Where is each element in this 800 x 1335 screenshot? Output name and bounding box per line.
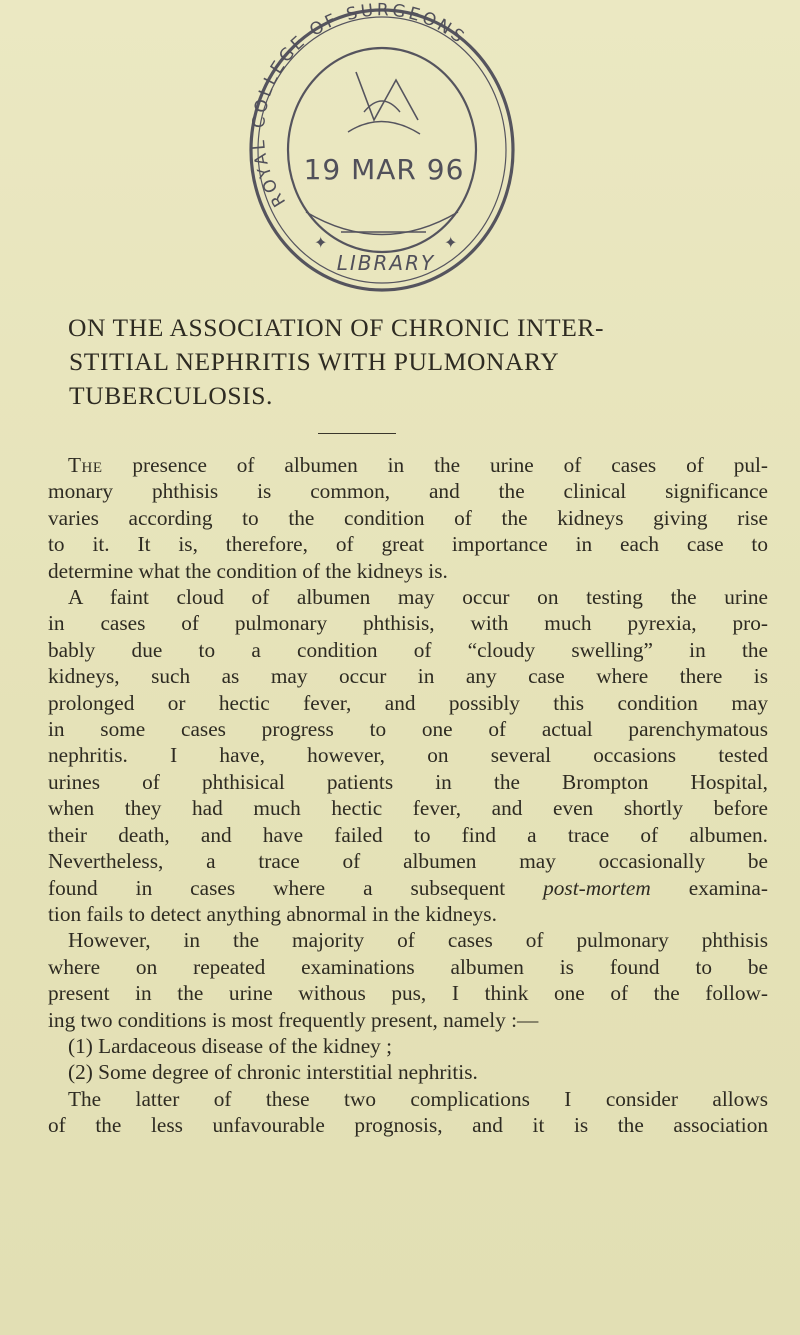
text-line: found in cases where a subsequent post-mortem examina- (48, 875, 768, 900)
text-line: Nevertheless, a trace of albumen may occasionally be (48, 849, 768, 874)
text-line: determine what the condition of the kidneys is. (48, 558, 448, 583)
text-line: nephritis. I have, however, on several occasions tested (48, 743, 768, 768)
text-line: where on repeated examinations albumen is found to be (48, 954, 768, 979)
text-line: monary phthisis is common, and the clinical significance (48, 479, 768, 504)
text-line: prolonged or hectic fever, and possibly this condition may (48, 690, 768, 715)
title-divider (318, 433, 396, 434)
title-line: TUBERCULOSIS. (69, 381, 274, 410)
stamp-ring-text: ROYAL COLLEGE OF SURGEONS (248, 2, 470, 211)
text-line: in cases of pulmonary phthisis, with much pyrexia, pro- (48, 611, 768, 636)
article-body (48, 452, 768, 1139)
italic-term: post-mortem (543, 875, 651, 900)
stamp-bottom-text: LIBRARY (336, 251, 436, 275)
text-line: their death, and have failed to find a trace of albumen. (48, 822, 768, 847)
text-line: bably due to a condition of “cloudy swelling” in the (48, 637, 768, 662)
text-line: to it. It is, therefore, of great importance in each case to (48, 532, 768, 557)
text-line: of the less unfavourable prognosis, and it is the association (48, 1113, 768, 1138)
title-line: ON THE ASSOCIATION OF CHRONIC INTER- (68, 313, 605, 342)
stamp-star-right: ✦ (444, 233, 458, 252)
text-line: However, in the majority of cases of pulmonary phthisis (68, 928, 768, 953)
list-item: (1) Lardaceous disease of the kidney ; (68, 1033, 393, 1058)
text-line: ing two conditions is most frequently present, namely :— (48, 1007, 539, 1032)
opening-word: The (68, 453, 103, 477)
text-line: The latter of these two complications I consider allows (68, 1086, 768, 1111)
stamp-star-left: ✦ (314, 233, 328, 252)
library-stamp (246, 2, 518, 298)
text-line: The presence of albumen in the urine of cases of pul- (68, 453, 768, 477)
text-line: in some cases progress to one of actual parenchymatous (48, 717, 768, 742)
text-line: urines of phthisical patients in the Brompton Hospital, (48, 769, 768, 794)
text-line: A faint cloud of albumen may occur on testing the urine (68, 585, 768, 610)
text-line: tion fails to detect anything abnormal in the kidneys. (48, 901, 497, 926)
text-line: varies according to the condition of the kidneys giving rise (48, 505, 768, 530)
article-title (68, 311, 768, 413)
title-line: STITIAL NEPHRITIS WITH PULMONARY (69, 347, 560, 376)
text-line: when they had much hectic fever, and even shortly before (48, 796, 768, 821)
stamp-date: 19 MAR 96 (303, 153, 465, 186)
text-line: kidneys, such as may occur in any case where there is (48, 664, 768, 689)
text-line: present in the urine withous pus, I think one of the follow- (48, 981, 768, 1006)
list-item: (2) Some degree of chronic interstitial nephritis. (68, 1060, 478, 1085)
